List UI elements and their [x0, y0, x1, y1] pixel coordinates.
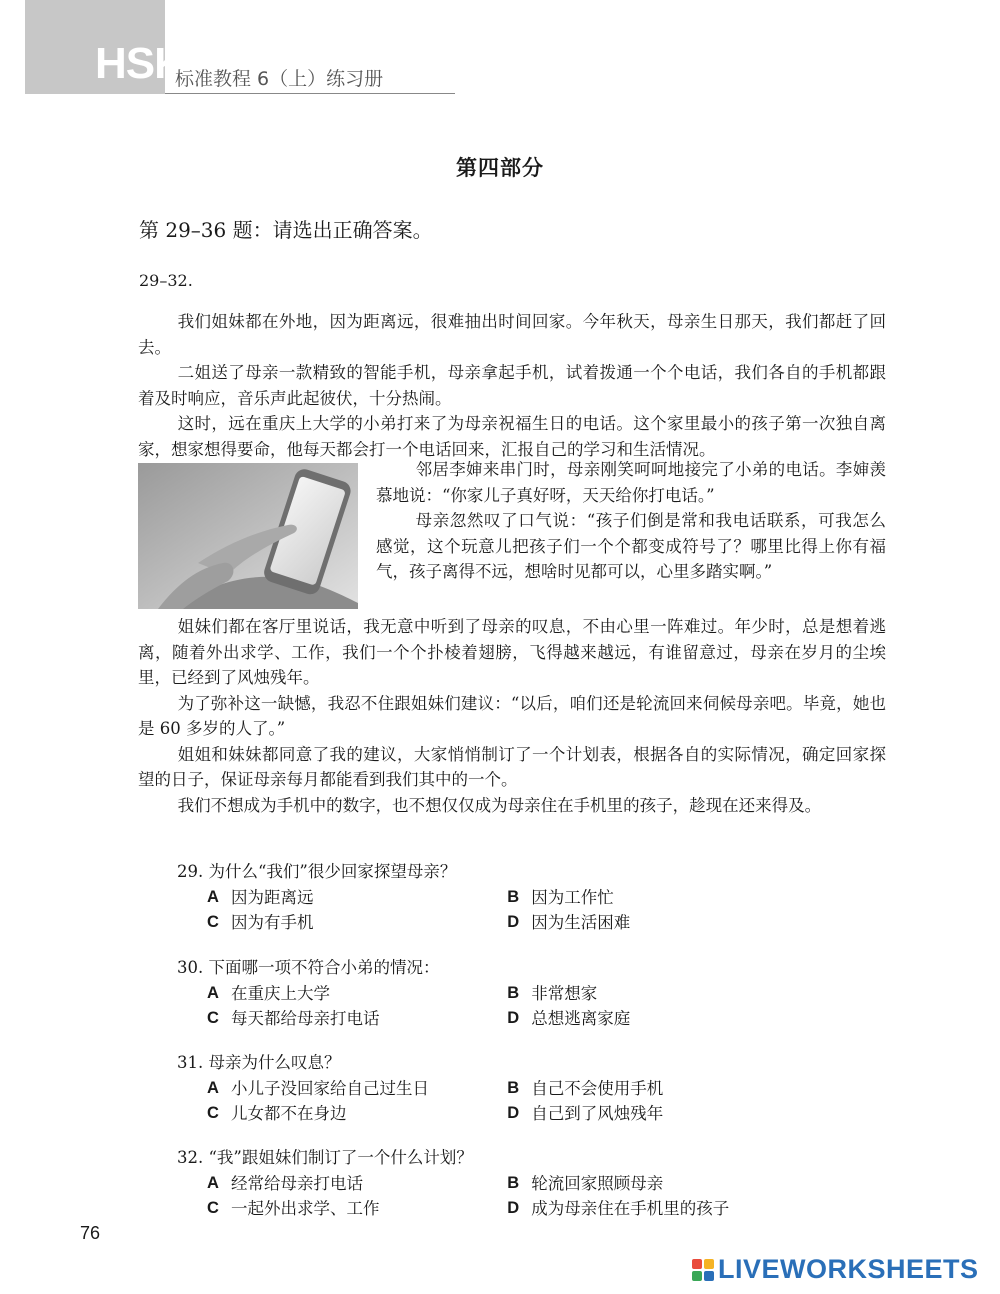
- passage-paragraph: 姐妹们都在客厅里说话，我无意中听到了母亲的叹息，不由心里一阵难过。年少时，总是想着逃离，随着外出求学、工作，我们一个个扑棱着翅膀，飞得越来越远，有谁留意过，母亲在岁月的尘埃里，已经到了风烛残年。: [138, 617, 886, 687]
- section-title: 第四部分: [456, 155, 544, 180]
- passage-paragraph: 邻居李婶来串门时，母亲刚笑呵呵地接完了小弟的电话。李婶羡慕地说：“你家儿子真好呀，天天给你打电话。”: [376, 460, 886, 505]
- passage-paragraph: 我们不想成为手机中的数字，也不想仅仅成为母亲住在手机里的孩子，趁现在还来得及。: [177, 795, 822, 815]
- option-d[interactable]: D 因为生活困难: [507, 913, 631, 932]
- option-b[interactable]: B 非常想家: [507, 984, 598, 1003]
- option-b[interactable]: B 因为工作忙: [507, 888, 614, 907]
- series-logo: HSK: [95, 39, 185, 88]
- logo-squares-icon: [692, 1259, 714, 1281]
- liveworksheets-logo[interactable]: [692, 1254, 979, 1285]
- phone-photo-illustration: [138, 463, 358, 609]
- question-30: [177, 955, 837, 1031]
- passage-bottom: [138, 614, 886, 818]
- question-31: [177, 1050, 837, 1126]
- passage-top: [138, 309, 886, 462]
- option-a[interactable]: A 在重庆上大学: [207, 984, 330, 1003]
- question-stem: 30. 下面哪一项不符合小弟的情况：: [177, 958, 440, 977]
- question-group-label: 29–32.: [139, 271, 193, 290]
- instruction: 第 29–36 题：请选出正确答案。: [139, 218, 433, 242]
- option-a[interactable]: A 因为距离远: [207, 888, 314, 907]
- question-29: [177, 859, 837, 935]
- passage-paragraph: 二姐送了母亲一款精致的智能手机，母亲拿起手机，试着拨通一个个电话，我们各自的手机都跟着及时响应，音乐声此起彼伏，十分热闹。: [138, 363, 886, 408]
- passage-paragraph: 为了弥补这一缺憾，我忍不住跟姐妹们建议：“以后，咱们还是轮流回来伺候母亲吧。毕竟，她也是 60 多岁的人了。”: [138, 693, 886, 738]
- question-stem: 29. 为什么“我们”很少回家探望母亲？: [177, 862, 457, 881]
- option-a[interactable]: A 经常给母亲打电话: [207, 1174, 363, 1193]
- passage-paragraph: 这时，远在重庆上大学的小弟打来了为母亲祝福生日的电话。这个家里最小的孩子第一次独自离家，想家想得要命，他每天都会打一个电话回来，汇报自己的学习和生活情况。: [138, 414, 886, 459]
- question-stem: 32. “我”跟姐妹们制订了一个什么计划？: [177, 1148, 473, 1167]
- option-c[interactable]: C 因为有手机: [207, 913, 314, 932]
- passage-paragraph: 我们姐妹都在外地，因为距离远，很难抽出时间回家。今年秋天，母亲生日那天，我们都赶了回去。: [138, 312, 886, 357]
- question-32: [177, 1145, 837, 1221]
- option-d[interactable]: D 成为母亲住在手机里的孩子: [507, 1199, 730, 1218]
- option-c[interactable]: C 一起外出求学、工作: [207, 1199, 380, 1218]
- option-d[interactable]: D 自己到了风烛残年: [507, 1104, 664, 1123]
- header-divider: [165, 93, 455, 94]
- option-c[interactable]: C 儿女都不在身边: [207, 1104, 347, 1123]
- option-b[interactable]: B 轮流回家照顾母亲: [507, 1174, 664, 1193]
- page-number: 76: [80, 1223, 101, 1243]
- book-title: 标准教程 6（上）练习册: [175, 68, 384, 90]
- passage-paragraph: 姐姐和妹妹都同意了我的建议，大家悄悄制订了一个计划表，根据各自的实际情况，确定回家探望的日子，保证母亲每月都能看到我们其中的一个。: [138, 744, 886, 789]
- hand-holding-phone-photo: [138, 463, 358, 609]
- option-a[interactable]: A 小儿子没回家给自己过生日: [207, 1079, 429, 1098]
- passage-paragraph: 母亲忽然叹了口气说：“孩子们倒是常和我电话联系，可我怎么感觉，这个玩意儿把孩子们一个个都变成符号了？哪里比得上你有福气，孩子离得不远，想啥时见都可以，心里多踏实啊。”: [376, 511, 886, 581]
- question-stem: 31. 母亲为什么叹息？: [177, 1053, 341, 1072]
- passage-beside-photo: [376, 457, 886, 585]
- logo-text: LIVEWORKSHEETS: [718, 1254, 979, 1284]
- option-d[interactable]: D 总想逃离家庭: [507, 1009, 631, 1028]
- option-b[interactable]: B 自己不会使用手机: [507, 1079, 664, 1098]
- option-c[interactable]: C 每天都给母亲打电话: [207, 1009, 380, 1028]
